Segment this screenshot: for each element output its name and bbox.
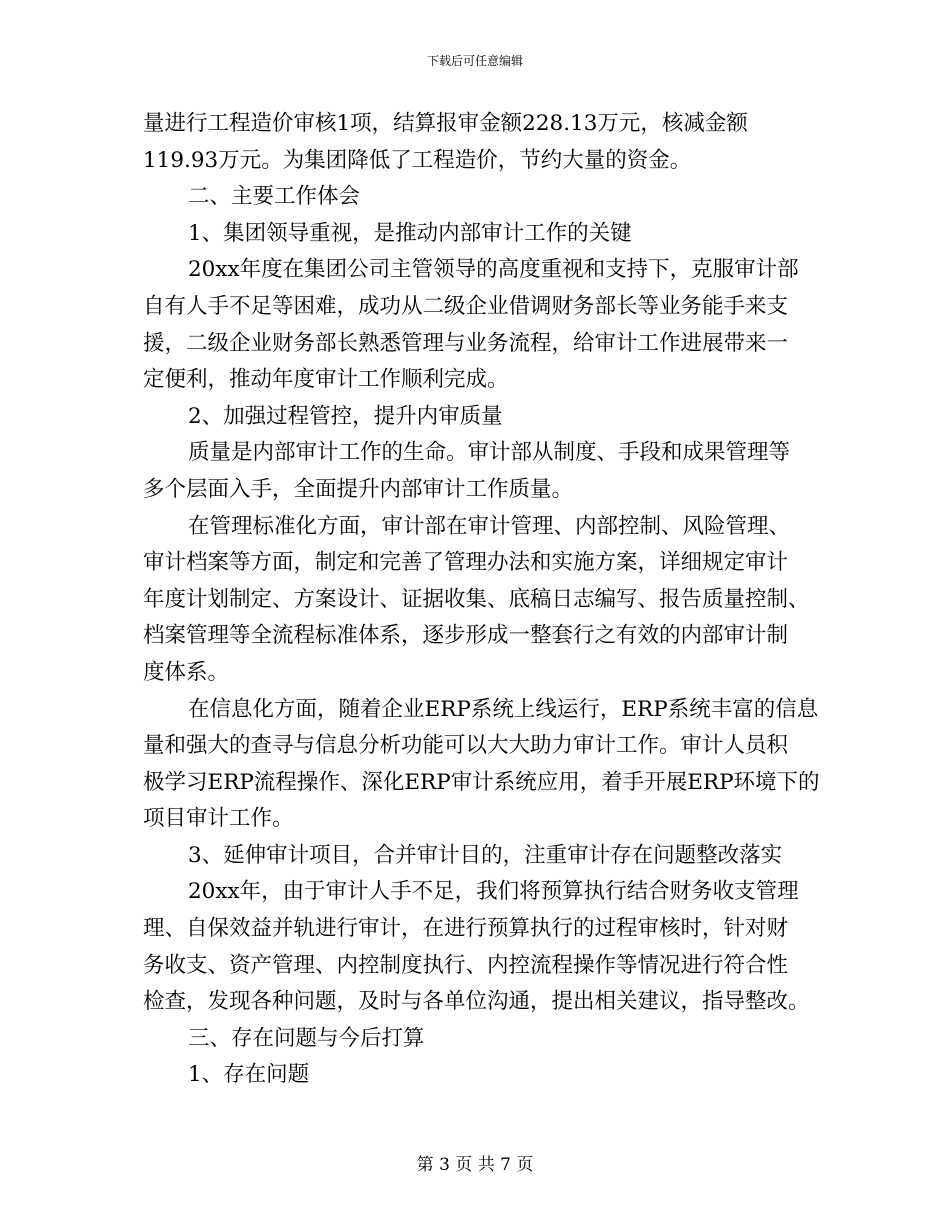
text-line: 度体系。 xyxy=(143,659,230,685)
subsection-heading: 1、集团领导重视，是推动内部审计工作的关键 xyxy=(188,220,632,246)
text-line: 年度计划制定、方案设计、证据收集、底稿日志编写、报告质量控制、 xyxy=(143,586,810,612)
subsection-heading: 3、延伸审计项目，合并审计目的，注重审计存在问题整改落实 xyxy=(188,842,783,868)
text-line: 20xx年度在集团公司主管领导的高度重视和支持下，克服审计部 xyxy=(188,257,799,283)
page-footer: 第 3 页 共 7 页 xyxy=(416,1155,534,1175)
text-line: 项目审计工作。 xyxy=(143,806,294,832)
text-line: 自有人手不足等困难，成功从二级企业借调财务部长等业务能手来支 xyxy=(143,293,789,319)
section-heading: 三、存在问题与今后打算 xyxy=(188,1025,425,1051)
text-line: 审计档案等方面，制定和完善了管理办法和实施方案，详细规定审计 xyxy=(143,550,789,576)
text-line: 20xx年，由于审计人手不足，我们将预算执行结合财务收支管理 xyxy=(188,879,799,905)
body-text xyxy=(143,106,820,1094)
text-line: 多个层面入手，全面提升内部审计工作质量。 xyxy=(143,476,574,502)
text-line: 理、自保效益并轨进行审计，在进行预算执行的过程审核时，针对财 xyxy=(143,916,789,942)
subsection-heading: 1、存在问题 xyxy=(188,1062,310,1088)
text-line: 务收支、资产管理、内控制度执行、内控流程操作等情况进行符合性 xyxy=(143,952,789,978)
subsection-heading: 2、加强过程管控，提升内审质量 xyxy=(188,403,503,429)
text-line: 档案管理等全流程标准体系，逐步形成一整套行之有效的内部审计制 xyxy=(143,623,789,649)
section-heading: 二、主要工作体会 xyxy=(188,184,361,210)
text-line: 量和强大的查寻与信息分析功能可以大大助力审计工作。审计人员积 xyxy=(143,733,789,759)
text-line: 在信息化方面，随着企业ERP系统上线运行，ERP系统丰富的信息 xyxy=(188,696,819,722)
text-line: 检查，发现各种问题，及时与各单位沟通，提出相关建议，指导整改。 xyxy=(143,989,810,1015)
text-line: 质量是内部审计工作的生命。审计部从制度、手段和成果管理等 xyxy=(188,440,791,466)
text-line: 极学习ERP流程操作、深化ERP审计系统应用，着手开展ERP环境下的 xyxy=(143,769,820,795)
page-header: 下载后可任意编辑 xyxy=(426,54,523,68)
text-line: 量进行工程造价审核1项，结算报审金额228.13万元，核减金额 xyxy=(143,111,748,136)
text-line: 119.93万元。为集团降低了工程造价，节约大量的资金。 xyxy=(143,147,692,173)
text-line: 定便利，推动年度审计工作顺利完成。 xyxy=(143,367,509,393)
text-line: 援，二级企业财务部长熟悉管理与业务流程，给审计工作进展带来一 xyxy=(143,330,789,356)
text-line: 在管理标准化方面，审计部在审计管理、内部控制、风险管理、 xyxy=(188,513,791,539)
